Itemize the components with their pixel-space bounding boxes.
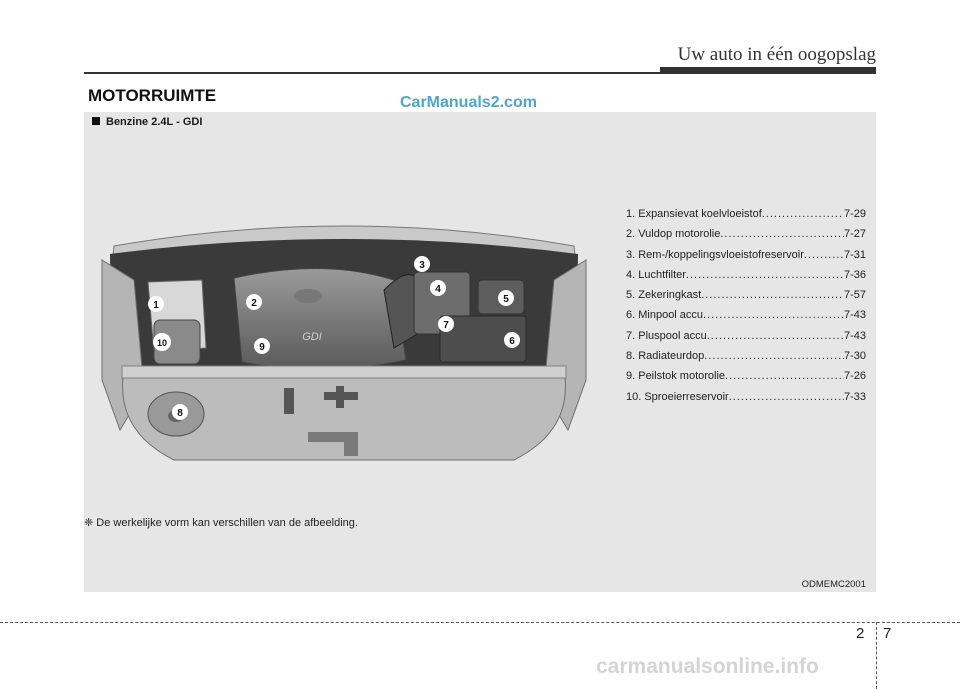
- legend-item: 4. Luchtfilter ..... 7-36: [626, 265, 866, 285]
- callout-2: 2: [251, 298, 257, 309]
- chapter-title: Uw auto in één oogopslag: [677, 44, 876, 65]
- footer-rule: [0, 622, 960, 623]
- engine-badge: GDI: [302, 331, 322, 343]
- watermark-logo: CarManuals2.com: [400, 94, 537, 111]
- image-code: ODMEMC2001: [801, 579, 866, 590]
- legend-item: 10. Sproeierreservoir ..... 7-33: [626, 387, 866, 407]
- illustration-disclaimer: ❈ De werkelijke vorm kan verschillen van de afbeelding.: [84, 517, 358, 529]
- callout-9: 9: [259, 342, 265, 353]
- variant-text: Benzine 2.4L - GDI: [106, 116, 203, 128]
- callout-3: 3: [419, 260, 425, 271]
- legend-item: 2. Vuldop motorolie ..... 7-27: [626, 224, 866, 244]
- panel-slot: [284, 388, 294, 414]
- section-title: MOTORRUIMTE: [88, 86, 217, 105]
- callout-8: 8: [177, 408, 183, 419]
- page-number-separator: [876, 622, 877, 689]
- callout-6: 6: [509, 336, 515, 347]
- legend-item: 6. Minpool accu ..... 7-43: [626, 305, 866, 325]
- engine-cover: [234, 268, 406, 369]
- legend-item: 5. Zekeringkast ..... 7-57: [626, 285, 866, 305]
- callout-7: 7: [443, 320, 449, 331]
- legend-item: 3. Rem-/koppelingsvloeistofreservoir ..... 7-31: [626, 245, 866, 265]
- legend-item: 8. Radiateurdop ..... 7-30: [626, 346, 866, 366]
- component-legend: [626, 204, 866, 407]
- chapter-number: 2: [856, 625, 865, 642]
- legend-item: 7. Pluspool accu ..... 7-43: [626, 326, 866, 346]
- hyundai-emblem: [294, 289, 322, 303]
- watermark-footer: carmanualsonline.info: [596, 655, 819, 678]
- callout-5: 5: [503, 294, 509, 305]
- page-number: 7: [883, 625, 892, 642]
- figure-panel: [84, 112, 876, 592]
- legend-item: 9. Peilstok motorolie ..... 7-26: [626, 366, 866, 386]
- variant-label: [92, 116, 202, 128]
- engine-bay-illustration: [94, 220, 594, 478]
- hood-latch-post: [336, 386, 344, 408]
- callout-1: 1: [153, 300, 159, 311]
- header-rule: [84, 72, 876, 74]
- legend-item: 1. Expansievat koelvloeistof ..... 7-29: [626, 204, 866, 224]
- square-bullet-icon: [92, 117, 100, 125]
- callout-4: 4: [435, 284, 441, 295]
- callout-10: 10: [156, 338, 168, 348]
- front-cross-member: [122, 366, 566, 378]
